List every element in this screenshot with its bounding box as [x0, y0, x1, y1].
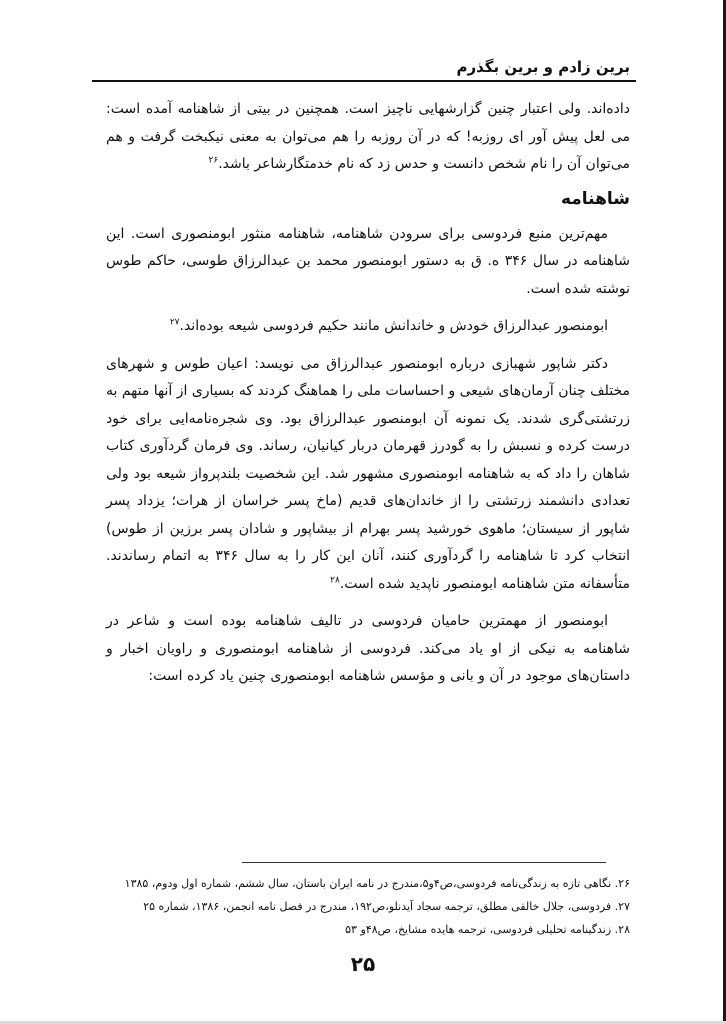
- paragraph-3: [106, 313, 630, 341]
- page-number: ۲۵: [350, 952, 376, 976]
- header-rule: [92, 80, 636, 82]
- footnote-26: ۲۶. نگاهی تازه به زندگی‌نامه فردوسی،ص۴و۵،مندرج در نامه ایران باستان، سال ششم، شماره اول ودوم، ۱۳۸۵: [124, 877, 630, 890]
- paragraph-1: [106, 96, 630, 179]
- paragraph-5: ابومنصور از مهمترین حامیان فردوسی در تالیف شاهنامه بوده است و شاعر در شاهنامه به نیکی از او یاد می‌کند. فردوسی از شاهنامه ابومنصوری و راویان اخبار و داستان‌های موجود در آن و بانی و مؤسس شاهنامه ابومنصوری چنین یاد کرده است:: [106, 613, 630, 684]
- paragraph-1-text: داده‌اند. ولی اعتبار چنین گزارشهایی ناچیز است. همچنین در بیتی از شاهنامه آمده است: می لعل پیش آور ای روزبه! که در آن روزبه را هم می‌توان به معنی نیکبخت گرفت و هم می‌توان آن را نام شخص دانست و حدس زد که نام خدمتگارشاعر باشد.: [106, 101, 630, 172]
- body-text: [106, 96, 630, 701]
- footnote-ref-28[interactable]: ۲۸: [330, 574, 340, 585]
- paragraph-3-text: ابومنصور عبدالرزاق خودش و خاندانش مانند حکیم فردوسی شیعه بوده‌اند.: [179, 318, 608, 334]
- paragraph-4: [106, 351, 630, 599]
- section-heading: شاهنامه: [560, 188, 630, 209]
- footnotes: [106, 872, 630, 941]
- paragraph-2: مهم‌ترین منبع فردوسی برای سرودن شاهنامه، شاهنامه منثور ابومنصوری است. این شاهنامه در سال ۳۴۶ ه. ق به دستور ابومنصور محمد بن عبدالرزاق طوسی، حاکم طوس نوشته شده است.: [106, 225, 630, 297]
- footnote-28: ۲۸. زندگینامه تحلیلی فردوسی، ترجمه هایده مشایخ، ص۴۸و ۵۳: [345, 923, 630, 936]
- running-header-title: برین زادم و برین بگذرم: [456, 58, 630, 76]
- footnote-27: ۲۷. فردوسی، جلال خالقی مطلق، ترجمه سجاد آیدنلو،ص۱۹۲، مندرج در فصل نامه انجمن، ۱۳۸۶، شماره ۲۵: [143, 900, 630, 913]
- paragraph-4-text: دکتر شاپور شهبازی درباره ابومنصور عبدالرزاق می نویسد: اعیان طوس و شهرهای مختلف چنان آرمان‌های شیعی و احساسات ملی را هماهنگ کردند که بسیاری از آنها متهم به زرتشتی‌گری شدند. یک نمونه آن ابومنصور عبدالرزاق بود. وی شجره‌نامه‌ایی برای خود درست کرده و نسبش را به گودرز قهرمان دربار کیانیان، رساند. وی فرمان گردآوری کتاب شاهان را داد که به شاهنامه ابومنصوری مشهور شد. این شخصیت بلندپرواز شیعه بود ولی تعدادی دانشمند زرتشتی را از خاندان‌های قدیم (ماخ پسر خراسان از هرات؛ یزداد پسر شاپور از سیستان؛ ماهوی خورشید پسر بهرام از بیشاپور و شادان پسر برزین از طوس) انتخاب کرد تا شاهنامه را گردآوری کنند، آنان این کار را به سال ۳۴۶ به اتمام رساندند. متأسفانه متن شاهنامه ابومنصور ناپدید شده است.: [105, 355, 630, 592]
- footnote-ref-26[interactable]: ۲۶: [208, 155, 219, 166]
- footnote-separator: [242, 862, 606, 863]
- footnote-ref-27[interactable]: ۲۷: [169, 317, 180, 328]
